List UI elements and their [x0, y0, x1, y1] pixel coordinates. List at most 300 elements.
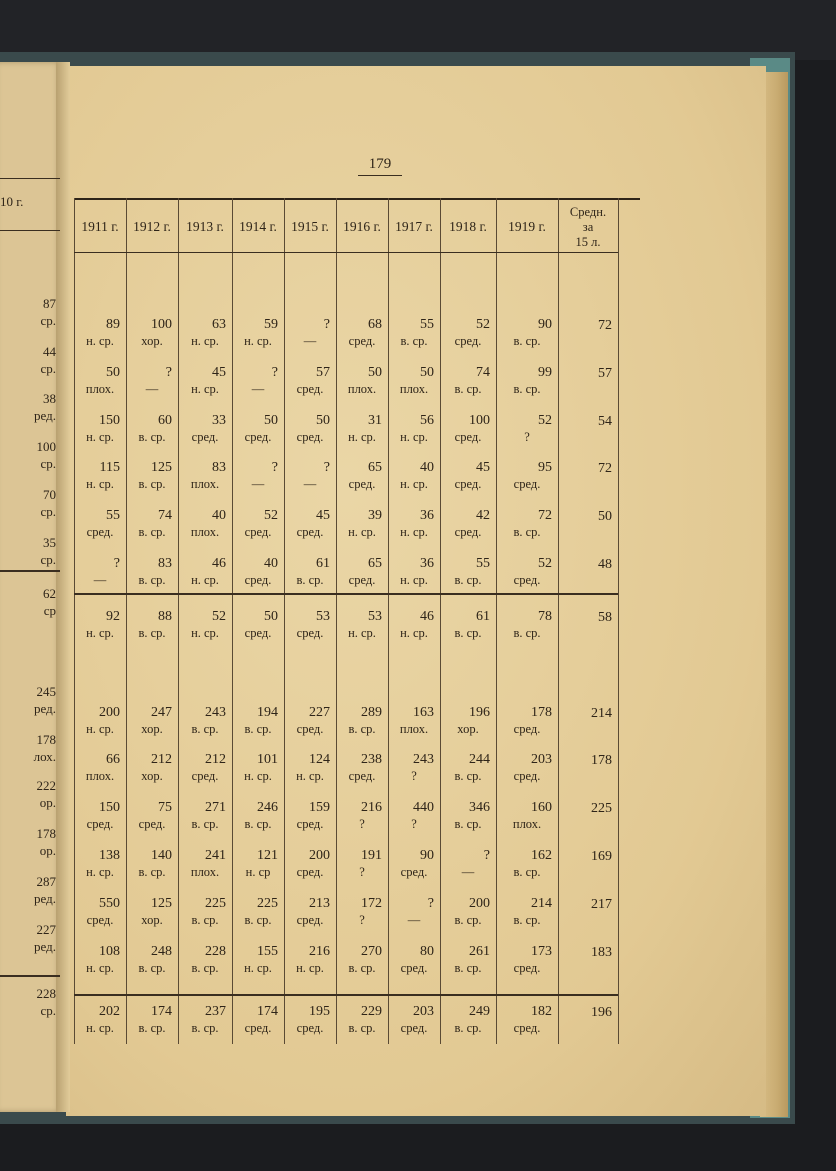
cell-grade: сред. [296, 913, 324, 927]
cell-value: 203 [531, 752, 552, 767]
background-top [0, 0, 836, 60]
left-page-rule [0, 975, 60, 977]
year-header: 1911 г. [81, 219, 119, 234]
cell-value: 56 [420, 413, 434, 428]
cell-grade: сред. [513, 722, 541, 736]
table-row-cell [74, 555, 126, 589]
table-row-cell [440, 412, 496, 446]
cell-grade: н. ср. [244, 769, 272, 783]
cell-grade: ср. [40, 1003, 56, 1018]
cell-grade: в. ср. [138, 477, 166, 491]
cell-grade: н. ср. [348, 430, 376, 444]
cell-value: 228 [205, 944, 226, 959]
table-row-cell [232, 751, 284, 785]
cell-grade: сред. [348, 769, 376, 783]
cell-value: 200 [99, 705, 120, 720]
table-row-cell [178, 412, 232, 446]
cell-grade: в. ср. [513, 626, 541, 640]
average-value: 57 [598, 366, 612, 381]
cell-value: 39 [368, 508, 382, 523]
table-row-cell [496, 507, 558, 541]
cell-value: 247 [151, 705, 172, 720]
table-row-cell [336, 799, 388, 833]
cell-grade: сред. [454, 334, 482, 348]
table-row-cell [74, 507, 126, 541]
average-header-line: Средн. [569, 204, 607, 219]
cell-value: 57 [316, 365, 330, 380]
summary-cell [284, 1003, 336, 1037]
cell-value: 213 [309, 896, 330, 911]
table-row-cell [496, 799, 558, 833]
cell-value: 178 [531, 705, 552, 720]
left-page-cell [4, 825, 56, 859]
cell-value: 121 [257, 848, 278, 863]
cell-grade: н. ср. [86, 1021, 114, 1035]
table-row-cell [178, 364, 232, 398]
table-row-cell [388, 895, 440, 929]
cell-grade: сред. [296, 865, 324, 879]
cell-value: 174 [257, 1004, 278, 1019]
table-row-cell [126, 799, 178, 833]
table-row-cell [336, 507, 388, 541]
left-page-cell [4, 921, 56, 955]
cell-value: 225 [205, 896, 226, 911]
table-row-cell [126, 507, 178, 541]
table-row-cell [440, 316, 496, 350]
cell-grade: ? [411, 769, 417, 783]
cell-value: 50 [420, 365, 434, 380]
cell-grade: ? [359, 913, 365, 927]
left-page-cell [4, 683, 56, 717]
book-gutter [56, 62, 70, 1112]
cell-grade: ред. [34, 891, 56, 906]
cell-grade: ред. [34, 701, 56, 716]
cell-grade: — [145, 382, 159, 396]
cell-grade: сред. [513, 573, 541, 587]
table-row-cell [388, 412, 440, 446]
cell-value: 45 [316, 508, 330, 523]
table-row-cell [178, 847, 232, 881]
table-row-cell [336, 364, 388, 398]
average-value: 48 [598, 557, 612, 572]
cell-grade: сред. [454, 477, 482, 491]
cell-value: 50 [264, 413, 278, 428]
cell-value: 222 [36, 778, 56, 793]
summary-cell [178, 608, 232, 642]
table-row-cell [232, 704, 284, 738]
cell-grade: ср. [40, 456, 56, 471]
cell-value: 246 [257, 800, 278, 815]
table-row-cell [178, 555, 232, 589]
table-row-cell [284, 751, 336, 785]
cell-value: 74 [158, 508, 172, 523]
cell-value: 65 [368, 556, 382, 571]
cell-grade: в. ср. [191, 817, 219, 831]
cell-grade: н. ср [245, 865, 271, 879]
year-header: 1914 г. [239, 219, 277, 234]
summary-cell [178, 1003, 232, 1037]
cell-grade: плох. [85, 382, 115, 396]
cell-value: 346 [469, 800, 490, 815]
cell-grade: сред. [348, 334, 376, 348]
cell-grade: сред. [513, 769, 541, 783]
cell-grade: ср. [40, 504, 56, 519]
cell-value: 159 [309, 800, 330, 815]
cell-grade: сред. [296, 817, 324, 831]
cell-value: 50 [368, 365, 382, 380]
cell-grade: ? [359, 865, 365, 879]
table-row-cell [388, 316, 440, 350]
table-row-cell [388, 751, 440, 785]
average-value: 58 [598, 610, 612, 625]
cell-grade: плох. [190, 477, 220, 491]
cell-grade: ср. [40, 361, 56, 376]
table-row-cell [440, 507, 496, 541]
cell-grade: н. ср. [244, 334, 272, 348]
cell-grade: хор. [141, 913, 163, 927]
cell-grade: сред. [454, 525, 482, 539]
table-row-cell [232, 943, 284, 977]
cell-grade: н. ср. [191, 573, 219, 587]
left-page-cell [4, 585, 56, 619]
table-row-cell [336, 555, 388, 589]
cell-grade: н. ср. [86, 722, 114, 736]
cell-value: 115 [99, 460, 120, 475]
summary-cell [74, 608, 126, 642]
cell-grade: в. ср. [454, 1021, 482, 1035]
cell-value: ? [483, 848, 490, 863]
summary-cell [232, 608, 284, 642]
cell-value: 172 [361, 896, 382, 911]
cell-value: 241 [205, 848, 226, 863]
cell-value: 42 [476, 508, 490, 523]
cell-value: 178 [36, 826, 56, 841]
cell-value: 40 [264, 556, 278, 571]
table-row-cell [178, 507, 232, 541]
table-row-cell [284, 412, 336, 446]
column-line [618, 198, 619, 1044]
table-row-cell [178, 704, 232, 738]
cell-value: 68 [368, 317, 382, 332]
cell-grade: сред. [244, 626, 272, 640]
left-page-rule [0, 570, 60, 572]
table-row-cell [284, 704, 336, 738]
cell-value: ? [113, 556, 120, 571]
table-row-cell [232, 459, 284, 493]
cell-grade: сред. [513, 477, 541, 491]
cell-value: 100 [151, 317, 172, 332]
cell-value: 52 [212, 609, 226, 624]
cell-grade: в. ср. [244, 913, 272, 927]
cell-grade: — [303, 334, 317, 348]
cell-value: 78 [538, 609, 552, 624]
cell-value: 95 [538, 460, 552, 475]
cell-grade: ср. [40, 313, 56, 328]
average-value: 72 [598, 461, 612, 476]
cell-grade: в. ср. [454, 817, 482, 831]
average-header-line: 15 л. [575, 234, 601, 249]
cell-value: 63 [212, 317, 226, 332]
table-row-cell [440, 847, 496, 881]
cell-value: 216 [309, 944, 330, 959]
table-row-cell [74, 799, 126, 833]
cell-value: 212 [151, 752, 172, 767]
year-header: 1913 г. [186, 219, 224, 234]
cell-value: 44 [43, 344, 56, 359]
cell-grade: в. ср. [244, 817, 272, 831]
cell-value: 61 [316, 556, 330, 571]
cell-value: 173 [531, 944, 552, 959]
cell-grade: ред. [34, 939, 56, 954]
page-number: 179 [358, 156, 402, 176]
cell-value: 66 [106, 752, 120, 767]
table-row-cell [74, 943, 126, 977]
cell-value: 227 [36, 922, 56, 937]
cell-value: 46 [420, 609, 434, 624]
table-row-cell [74, 412, 126, 446]
cell-value: 163 [413, 705, 434, 720]
average-value: 72 [598, 318, 612, 333]
cell-grade: в. ср. [454, 573, 482, 587]
table-row-cell [126, 555, 178, 589]
cell-value: 60 [158, 413, 172, 428]
table-row-cell [232, 507, 284, 541]
table-row-cell [232, 316, 284, 350]
table-row-cell [496, 943, 558, 977]
cell-grade: сред. [400, 961, 428, 975]
cell-value: 150 [99, 800, 120, 815]
cell-grade: сред. [400, 1021, 428, 1035]
table-row-cell [126, 847, 178, 881]
cell-grade: н. ср. [86, 626, 114, 640]
cell-value: 216 [361, 800, 382, 815]
summary-cell [496, 608, 558, 642]
cell-value: 194 [257, 705, 278, 720]
table-row-cell [388, 943, 440, 977]
table-row-cell [178, 799, 232, 833]
cell-grade: в. ср. [513, 334, 541, 348]
cell-value: 289 [361, 705, 382, 720]
table-row-cell [440, 459, 496, 493]
cell-grade: сред. [244, 573, 272, 587]
cell-value: 38 [43, 391, 56, 406]
average-value: 54 [598, 414, 612, 429]
cell-grade: сред. [244, 1021, 272, 1035]
table-row-cell [126, 895, 178, 929]
cell-value: 100 [469, 413, 490, 428]
cell-value: 72 [538, 508, 552, 523]
cell-value: 138 [99, 848, 120, 863]
table-row-cell [496, 704, 558, 738]
table-row-cell [388, 847, 440, 881]
table-row-cell [126, 316, 178, 350]
average-value: 196 [591, 1005, 612, 1020]
cell-value: 52 [538, 556, 552, 571]
table-row-cell [496, 555, 558, 589]
cell-grade: в. ср. [296, 573, 324, 587]
cell-value: 244 [469, 752, 490, 767]
cell-grade: н. ср. [400, 626, 428, 640]
table-row-cell [496, 847, 558, 881]
summary-cell [440, 1003, 496, 1037]
table-row-cell [232, 412, 284, 446]
cell-value: 65 [368, 460, 382, 475]
cell-grade: в. ср. [454, 961, 482, 975]
cell-value: 440 [413, 800, 434, 815]
cell-value: 80 [420, 944, 434, 959]
cell-value: ? [271, 365, 278, 380]
cell-value: ? [271, 460, 278, 475]
year-header: 1916 г. [343, 219, 381, 234]
cell-grade: н. ср. [86, 430, 114, 444]
average-header [558, 205, 618, 249]
cell-grade: плох. [190, 865, 220, 879]
cell-value: 227 [309, 705, 330, 720]
cell-grade: в. ср. [513, 913, 541, 927]
cell-grade: плох. [399, 382, 429, 396]
table-row-cell [232, 847, 284, 881]
cell-value: 200 [469, 896, 490, 911]
cell-value: 191 [361, 848, 382, 863]
cell-value: 83 [158, 556, 172, 571]
cell-value: 92 [106, 609, 120, 624]
cell-grade: н. ср. [348, 626, 376, 640]
cell-grade: н. ср. [244, 961, 272, 975]
table-row-cell [336, 316, 388, 350]
cell-grade: сред. [86, 525, 114, 539]
cell-value: 108 [99, 944, 120, 959]
cell-value: 40 [212, 508, 226, 523]
cell-value: 550 [99, 896, 120, 911]
cell-grade: хор. [141, 334, 163, 348]
cell-value: ? [427, 896, 434, 911]
cell-grade: н. ср. [296, 961, 324, 975]
cell-value: 270 [361, 944, 382, 959]
cell-value: 182 [531, 1004, 552, 1019]
cell-value: 261 [469, 944, 490, 959]
cell-value: 52 [264, 508, 278, 523]
cell-grade: сред. [348, 573, 376, 587]
cell-value: 31 [368, 413, 382, 428]
cell-grade: в. ср. [191, 961, 219, 975]
cell-value: 160 [531, 800, 552, 815]
table-row-cell [336, 943, 388, 977]
table-row-cell [388, 555, 440, 589]
table-row-cell [496, 459, 558, 493]
table-row-cell [284, 459, 336, 493]
cell-value: 52 [476, 317, 490, 332]
table-row-cell [284, 847, 336, 881]
cell-grade: в. ср. [191, 913, 219, 927]
cell-grade: н. ср. [400, 525, 428, 539]
table-row-cell [496, 316, 558, 350]
cell-value: 101 [257, 752, 278, 767]
cell-grade: сред. [296, 1021, 324, 1035]
cell-value: 50 [264, 609, 278, 624]
table-row-cell [284, 895, 336, 929]
cell-grade: плох. [512, 817, 542, 831]
cell-value: 55 [420, 317, 434, 332]
cell-value: 200 [309, 848, 330, 863]
year-header: 1917 г. [395, 219, 433, 234]
table-row-cell [74, 459, 126, 493]
table-row-cell [284, 316, 336, 350]
table-row-cell [74, 847, 126, 881]
cell-grade: — [303, 477, 317, 491]
cell-grade: лох. [33, 749, 56, 764]
cell-grade: плох. [85, 769, 115, 783]
cell-grade: ср [43, 603, 56, 618]
cell-grade: в. ср. [244, 722, 272, 736]
table-row-cell [496, 751, 558, 785]
cell-grade: плох. [190, 525, 220, 539]
cell-grade: сред. [296, 382, 324, 396]
table-row-cell [284, 943, 336, 977]
cell-grade: ор. [39, 795, 56, 810]
table-row-cell [496, 364, 558, 398]
cell-value: 40 [420, 460, 434, 475]
cell-grade: в. ср. [138, 1021, 166, 1035]
cell-grade: хор. [141, 722, 163, 736]
year-header: 1918 г. [449, 219, 487, 234]
table-row-cell [284, 364, 336, 398]
cell-value: 50 [106, 365, 120, 380]
cell-grade: сред. [86, 817, 114, 831]
table-row-cell [126, 943, 178, 977]
cell-value: 87 [43, 296, 56, 311]
cell-grade: н. ср. [400, 573, 428, 587]
cell-value: 36 [420, 508, 434, 523]
average-header-line: за [582, 219, 594, 234]
average-value: 217 [591, 897, 612, 912]
cell-value: 36 [420, 556, 434, 571]
cell-grade: ор. [39, 843, 56, 858]
year-header: 1919 г. [508, 219, 546, 234]
cell-grade: н. ср. [400, 477, 428, 491]
left-page-cell [4, 985, 56, 1019]
table-row-cell [232, 555, 284, 589]
cell-value: 178 [36, 732, 56, 747]
cell-value: 162 [531, 848, 552, 863]
table-row-cell [440, 555, 496, 589]
cell-grade: сред. [296, 626, 324, 640]
cell-value: 248 [151, 944, 172, 959]
cell-grade: в. ср. [191, 1021, 219, 1035]
average-value: 178 [591, 753, 612, 768]
cell-grade: в. ср. [348, 1021, 376, 1035]
cell-value: 212 [205, 752, 226, 767]
summary-cell [74, 1003, 126, 1037]
table-row-cell [178, 943, 232, 977]
summary-cell [126, 1003, 178, 1037]
cell-value: 83 [212, 460, 226, 475]
cell-grade: — [251, 382, 265, 396]
cell-grade: — [461, 865, 475, 879]
group-rule [74, 994, 618, 996]
table-row-cell [178, 895, 232, 929]
table-row-cell [232, 895, 284, 929]
cell-grade: сред. [296, 525, 324, 539]
cell-grade: сред. [86, 913, 114, 927]
cell-grade: сред. [513, 961, 541, 975]
summary-cell [336, 1003, 388, 1037]
left-page-header: 10 г. [0, 194, 24, 209]
cell-value: 99 [538, 365, 552, 380]
table-row-cell [440, 799, 496, 833]
cell-grade: н. ср. [191, 382, 219, 396]
summary-cell [284, 608, 336, 642]
table-row-cell [74, 895, 126, 929]
